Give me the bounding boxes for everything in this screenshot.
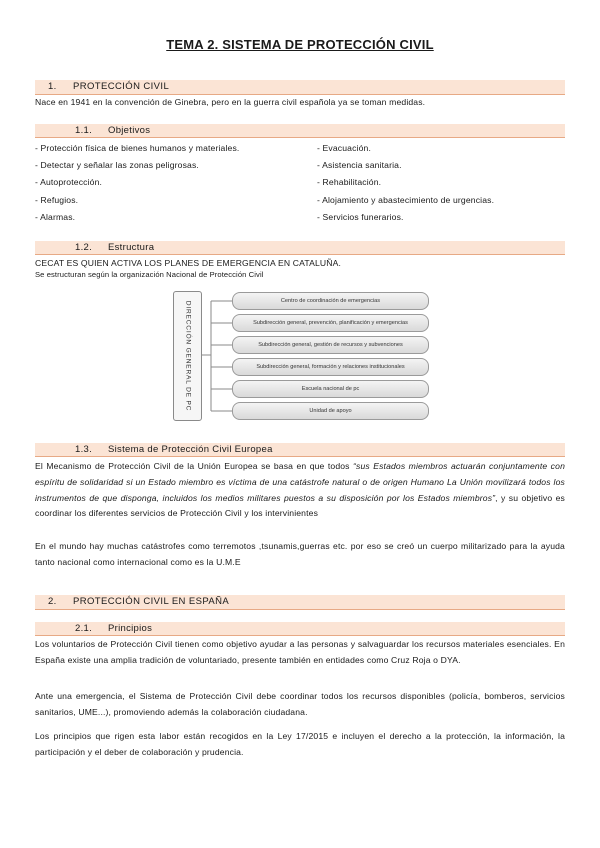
subsection-title: Sistema de Protección Civil Europea [108,444,273,455]
eu-paragraph-start: El Mecanismo de Protección Civil de la Unión Europea se basa en que todos [35,461,353,471]
org-chart-box: Escuela nacional de pc [232,380,429,398]
org-chart-box: Unidad de apoyo [232,402,429,420]
subsection-number: 2.1. [75,623,93,634]
subsection-heading-europea [35,443,565,457]
org-chart-box: Centro de coordinación de emergencias [232,292,429,310]
section-title: PROTECCIÓN CIVIL [73,81,170,92]
org-chart-box: Subdirección general, gestión de recursos y subvenciones [232,336,429,354]
subsection-number: 1.1. [75,125,93,136]
subsection-number: 1.3. [75,444,93,455]
list-item: - Alarmas. [35,211,76,222]
section-number: 2. [48,596,57,607]
org-chart-box: Subdirección general, formación y relaciones institucionales [232,358,429,376]
org-chart-root-label: DIRECCIÓN GENERAL DE PC [184,300,191,412]
list-item: - Alojamiento y abastecimiento de urgencias. [317,194,495,205]
emergency-paragraph: Ante una emergencia, el Sistema de Protección Civil debe coordinar todos los recursos disponibles (policía, bomberos, servicios sanitarios, UME...), promoviendo además la colaboración ciudadana. [35,691,565,717]
section-title: PROTECCIÓN CIVIL EN ESPAÑA [73,596,230,607]
org-chart [173,290,431,422]
org-chart-box: Subdirección general, prevención, planificación y emergencias [232,314,429,332]
list-item: - Protección física de bienes humanos y materiales. [35,143,240,153]
org-chart-root [173,291,202,421]
objectives-list-right [317,140,494,226]
principles-paragraph: Los principios que rigen esta labor están recogidos en la Ley 17/2015 e incluyen el derecho a la protección, la información, la participación y el deber de colaboración y prudencia. [35,731,565,757]
list-item: - Autoprotección. [35,177,103,188]
section-heading-espana [35,595,565,610]
list-item: - Detectar y señalar las zonas peligrosas. [35,160,199,171]
subsection-heading-principios [35,622,565,636]
subsection-title: Principios [108,623,153,634]
list-item: - Refugios. [35,194,79,205]
subsection-heading-estructura [35,241,565,255]
ume-paragraph: En el mundo hay muchas catástrofes como terremotos ,tsunamis,guerras etc. por eso se creó un cuerpo militarizado para la ayuda tanto nacional como internacional como es la U.M.E [35,541,565,567]
objectives-list-left [35,140,239,226]
structure-line-cecat: CECAT ES QUIEN ACTIVA LOS PLANES DE EMERGENCIA EN CATALUÑA. [35,258,342,268]
list-item: - Rehabilitación. [317,177,382,188]
volunteers-paragraph: Los voluntarios de Protección Civil tienen como objetivo ayudar a las personas y salvaguardar los recursos materiales esenciales. En España existe una amplia tradición de voluntariado, presente también en entidades como Cruz Roja o DYA. [35,639,565,665]
structure-line-organizacion: Se estructuran según la organización Nacional de Protección Civil [35,270,264,279]
list-item: - Asistencia sanitaria. [317,160,402,171]
list-item: - Servicios funerarios. [317,211,404,222]
eu-paragraph-quote: “sus Estados miembros actuarán conjuntamente con espíritu de solidaridad si un Estado miembro es víctima de una catástrofe natural o de origen Humano La Unión movilizará todos los instrumentos de que disponga, incluidos los medios militares puestos a su disposición por los Estados miembros” [35,461,565,503]
intro-paragraph: Nace en 1941 en la convención de Ginebra, pero en la guerra civil española ya se toman medidas. [35,97,426,107]
eu-mechanism-paragraph [35,459,565,522]
list-item: - Evacuación. [317,143,372,153]
subsection-title: Estructura [108,242,155,253]
subsection-heading-objetivos [35,124,565,138]
document-title: TEMA 2. SISTEMA DE PROTECCIÓN CIVIL [166,37,434,52]
section-number: 1. [48,81,57,92]
subsection-title: Objetivos [108,125,151,136]
subsection-number: 1.2. [75,242,93,253]
section-heading-proteccion-civil [35,80,565,95]
eu-paragraph-end: , y su objetivo es coordinar los diferentes servicios de Protección Civil y los intervinientes [35,492,565,519]
